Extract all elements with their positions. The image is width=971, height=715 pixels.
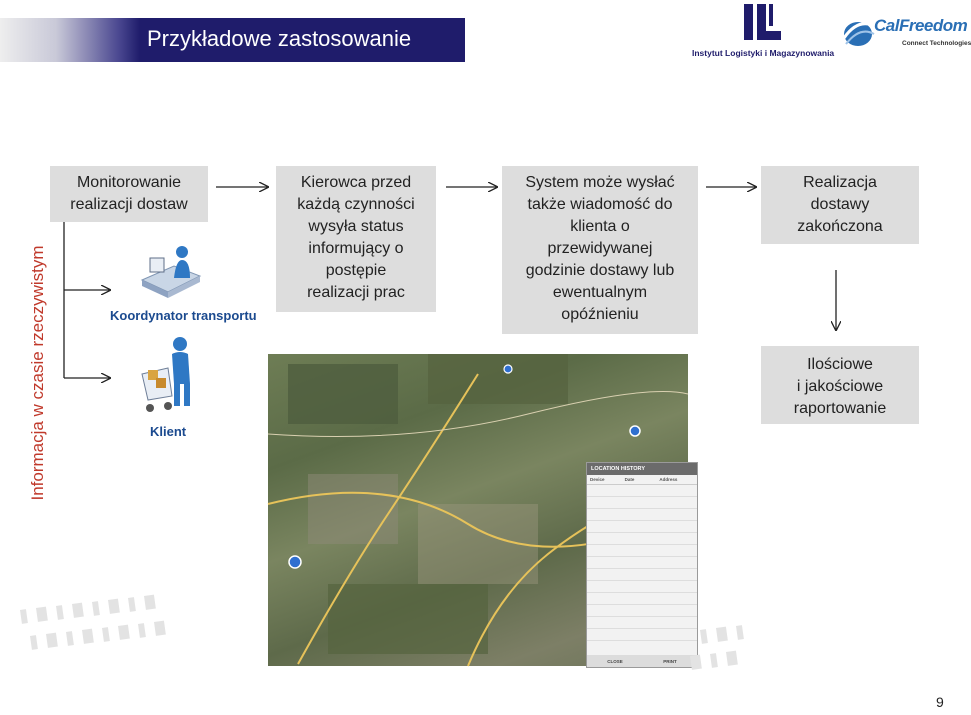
- box-line: przewidywanej: [547, 240, 653, 257]
- coordinator-label: Koordynator transportu: [110, 308, 257, 323]
- table-row: [587, 557, 697, 569]
- box-line: klienta o: [570, 218, 630, 235]
- box-line: Realizacja: [803, 174, 877, 191]
- box-line: realizacji prac: [307, 284, 405, 301]
- table-row: [587, 533, 697, 545]
- table-row: [587, 497, 697, 509]
- print-button[interactable]: PRINT: [663, 658, 677, 664]
- client-illustration: [138, 334, 204, 418]
- close-button[interactable]: CLOSE: [607, 658, 623, 664]
- table-row: [587, 569, 697, 581]
- box-line: informujący o: [308, 240, 404, 257]
- system-message-box: [502, 166, 698, 334]
- box-line: ewentualnym: [552, 284, 648, 301]
- box-line: Monitorowanie: [76, 174, 182, 191]
- client-label: Klient: [150, 424, 187, 439]
- table-row: [587, 485, 697, 497]
- driver-status-box: [276, 166, 436, 312]
- box-line: godzinie dostawy lub: [525, 262, 675, 279]
- calfreedom-name: CalFreedom: [874, 16, 968, 35]
- page-number: 9: [936, 694, 944, 710]
- box-line: wysyła status: [308, 218, 404, 235]
- box-line: każdą czynności: [297, 196, 415, 213]
- box-line: raportowanie: [793, 400, 887, 417]
- box-line: także wiadomość do: [527, 196, 673, 213]
- box-line: Ilościowe: [807, 356, 873, 373]
- column-device: Device: [590, 477, 605, 482]
- coordinator-illustration: [136, 240, 206, 302]
- reporting-box: [761, 346, 919, 424]
- box-line: i jakościowe: [796, 378, 884, 395]
- table-row: [587, 521, 697, 533]
- binary-watermark: [0, 590, 760, 710]
- calfreedom-subtitle: Connect Technologies: [902, 40, 971, 47]
- realtime-side-label-text: Informacja w czasie rzeczywistym: [28, 245, 47, 501]
- location-history-title: LOCATION HISTORY: [587, 463, 697, 475]
- delivery-completed-box: [761, 166, 919, 244]
- box-line: dostawy: [810, 196, 870, 213]
- box-line: Kierowca przed: [300, 174, 412, 191]
- table-row: [587, 509, 697, 521]
- table-row: [587, 545, 697, 557]
- page-title: Przykładowe zastosowanie: [147, 26, 412, 51]
- box-line: postępie: [325, 262, 387, 279]
- box-line: System może wysłać: [525, 174, 675, 191]
- box-line: realizacji dostaw: [70, 196, 188, 213]
- monitoring-box: [50, 166, 208, 222]
- ilm-logo-caption: Instytut Logistyki i Magazynowania: [692, 48, 835, 58]
- box-line: opóźnieniu: [561, 306, 639, 323]
- box-line: zakończona: [797, 218, 883, 235]
- column-date: Date: [624, 477, 635, 482]
- location-history-columns: [587, 475, 697, 485]
- column-address: Address: [659, 477, 678, 482]
